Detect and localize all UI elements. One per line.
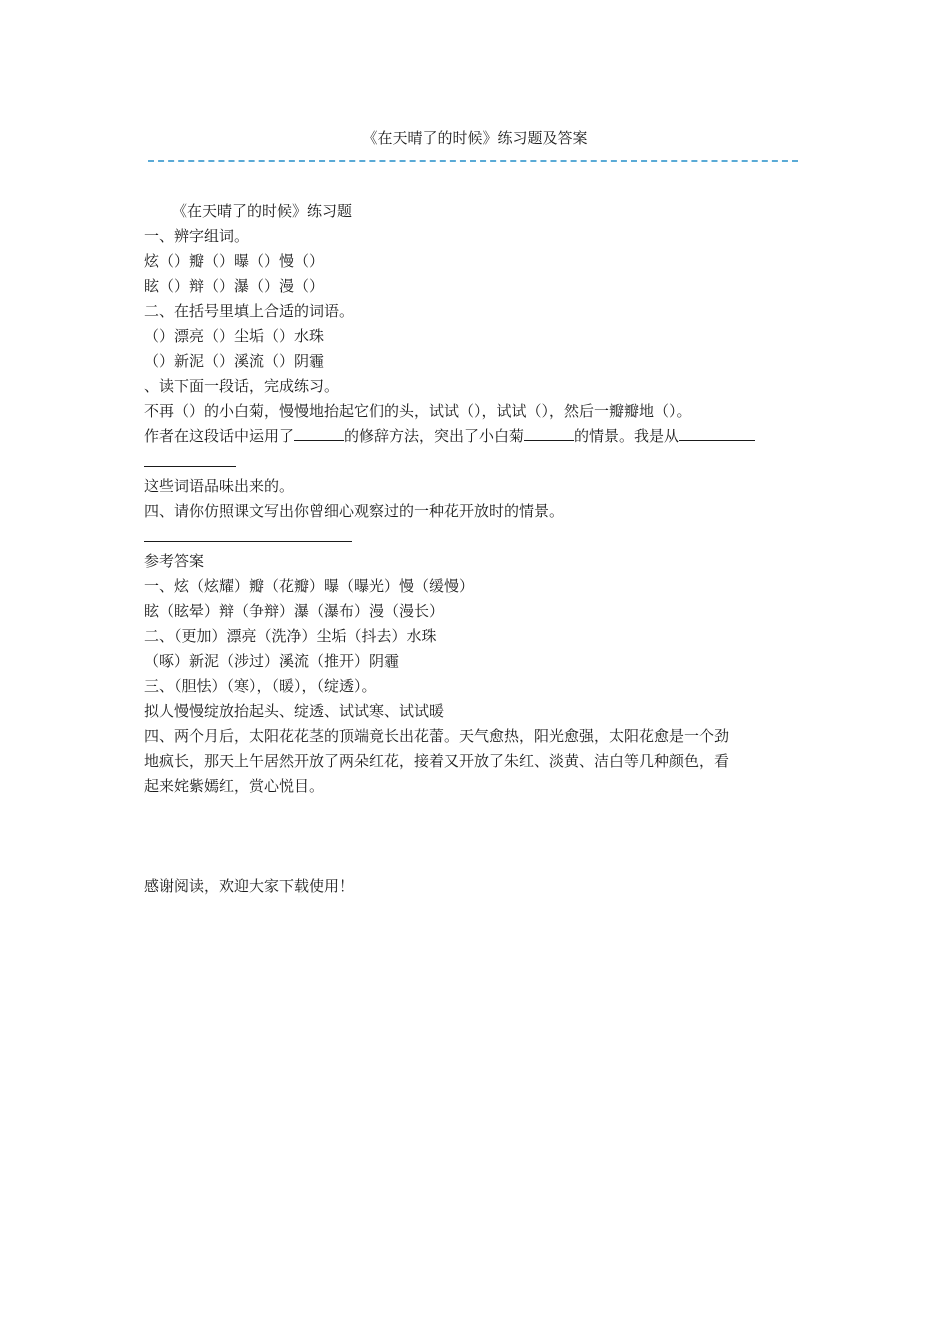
q2-heading: 二、在括号里填上合适的词语。 [144,302,355,320]
q1-row-1: 炫（）瓣（）曝（）慢（） [144,252,325,270]
q1-row-2: 眩（）辩（）瀑（）漫（） [144,277,325,295]
q3-fill-ending: 这些词语品味出来的。 [144,477,295,495]
answer-blank [679,424,755,441]
answer-3-row-1: 三、（胆怯）（寒），（暖），（绽透）。 [144,677,377,695]
q2-row-2: （）新泥（）溪流（）阴霾 [144,352,325,370]
answer-2-row-2: （啄）新泥（涉过）溪流（推开）阴霾 [144,652,400,670]
q3-fill-part-b: 的修辞方法，突出了小白菊 [344,427,525,445]
answer-3-row-2: 拟人慢慢绽放抬起头、绽透、试试寒、试试暖 [144,702,445,720]
answer-blank [524,424,574,441]
answer-blank [294,424,344,441]
answer-4-line-1: 四、两个月后，太阳花花茎的顶端竟长出花蕾。天气愈热，阳光愈强，太阳花愈是一个劲 [144,727,730,745]
q3-fill-part-a: 作者在这段话中运用了 [144,427,295,445]
answer-4-line-2: 地疯长，那天上午居然开放了两朵红花，接着又开放了朱红、淡黄、洁白等几种颜色，看 [144,752,730,770]
answer-4-line-3: 起来姹紫嫣红，赏心悦目。 [144,777,325,795]
page-title: 《在天晴了的时候》练习题及答案 [362,129,588,147]
q3-fill-sentence [144,424,809,448]
q2-row-1: （）漂亮（）尘垢（）水珠 [144,327,325,345]
answer-1-row-2: 眩（眩晕）辩（争辩）瀑（瀑布）漫（漫长） [144,602,445,620]
q3-passage: 不再（）的小白菊，慢慢地抬起它们的头，试试（），试试（），然后一瓣瓣地（）。 [144,402,692,420]
q4-heading: 四、请你仿照课文写出你曾细心观察过的一种花开放时的情景。 [144,502,565,520]
answer-blank [144,466,236,467]
header-divider [148,160,798,162]
footer-thanks: 感谢阅读，欢迎大家下载使用！ [144,877,355,895]
q3-heading: 、读下面一段话，完成练习。 [144,377,340,395]
exercise-title: 《在天晴了的时候》练习题 [172,202,353,220]
answer-blank [144,541,352,542]
answers-heading: 参考答案 [144,552,205,570]
answer-1-row-1: 一、炫（炫耀）瓣（花瓣）曝（曝光）慢（缓慢） [144,577,475,595]
q3-fill-part-c: 的情景。我是从 [574,427,680,445]
answer-2-row-1: 二、（更加）漂亮（洗净）尘垢（抖去）水珠 [144,627,437,645]
q1-heading: 一、辨字组词。 [144,227,250,245]
